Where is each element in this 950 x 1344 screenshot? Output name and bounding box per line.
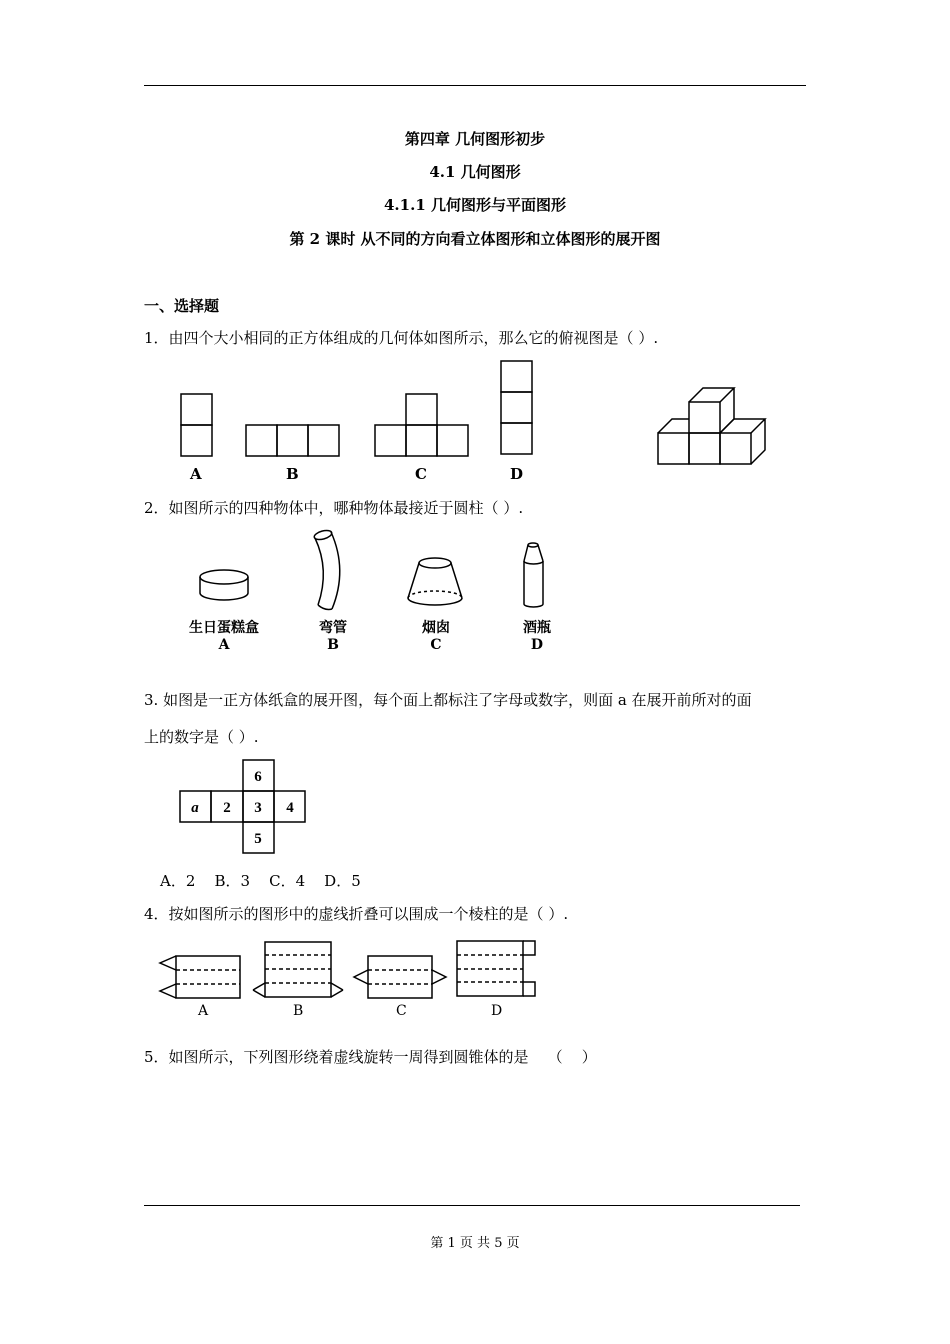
question-3-text-line1: 3. 如图是一正方体纸盒的展开图，每个面上都标注了字母或数字，则面 a 在展开前所对的面	[144, 691, 752, 709]
chapter-title: 第四章 几何图形初步	[404, 130, 546, 148]
net-face-right: 4	[286, 800, 294, 816]
q2-label-b: B	[327, 637, 339, 653]
q1-label-c: C	[415, 465, 427, 483]
q4-label-d: D	[491, 1003, 503, 1019]
footer-rule	[144, 1205, 800, 1206]
q2-object-name-c: 烟囱	[422, 620, 450, 636]
q4-label-a: A	[198, 1003, 209, 1019]
net-face-middle-left: 2	[223, 800, 231, 816]
q4-label-b: B	[293, 1003, 304, 1019]
section-title: 4.1 几何图形	[429, 163, 521, 181]
question-4-text: 4．按如图所示的图形中的虚线折叠可以围成一个棱柱的是（ ）.	[144, 905, 569, 923]
subsection-title: 4.1.1 几何图形与平面图形	[384, 196, 566, 214]
net-face-left: a	[191, 800, 199, 816]
q1-label-a: A	[190, 465, 202, 483]
q2-label-a: A	[218, 637, 230, 653]
question-1-text: 1．由四个大小相同的正方体组成的几何体如图所示，那么它的俯视图是（ ）.	[144, 329, 659, 347]
q2-label-d: D	[530, 637, 544, 653]
question-3-choices: A．2 B．3 C．4 D．5	[160, 872, 361, 890]
q2-object-name-b: 弯管	[319, 620, 347, 636]
q4-label-c: C	[396, 1003, 407, 1019]
question-5-text: 5．如图所示，下列图形绕着虚线旋转一周得到圆锥体的是 （ ）	[144, 1048, 597, 1066]
page-number: 第 1 页 共 5 页	[430, 1236, 520, 1251]
q2-label-c: C	[430, 637, 442, 653]
question-3-text-line2: 上的数字是（ ）.	[144, 728, 259, 746]
net-face-center: 3	[254, 800, 262, 816]
q1-label-b: B	[286, 465, 299, 483]
net-face-bottom: 5	[254, 831, 262, 847]
net-face-top: 6	[254, 769, 262, 785]
q2-object-name-a: 生日蛋糕盒	[189, 620, 259, 636]
question-2-text: 2．如图所示的四种物体中，哪种物体最接近于圆柱（ ）.	[144, 499, 524, 517]
question-section-heading: 一、选择题	[144, 297, 220, 315]
q2-object-name-d: 酒瓶	[523, 620, 551, 636]
lesson-title: 第 2 课时 从不同的方向看立体图形和立体图形的展开图	[289, 230, 661, 248]
q1-label-d: D	[510, 465, 524, 483]
